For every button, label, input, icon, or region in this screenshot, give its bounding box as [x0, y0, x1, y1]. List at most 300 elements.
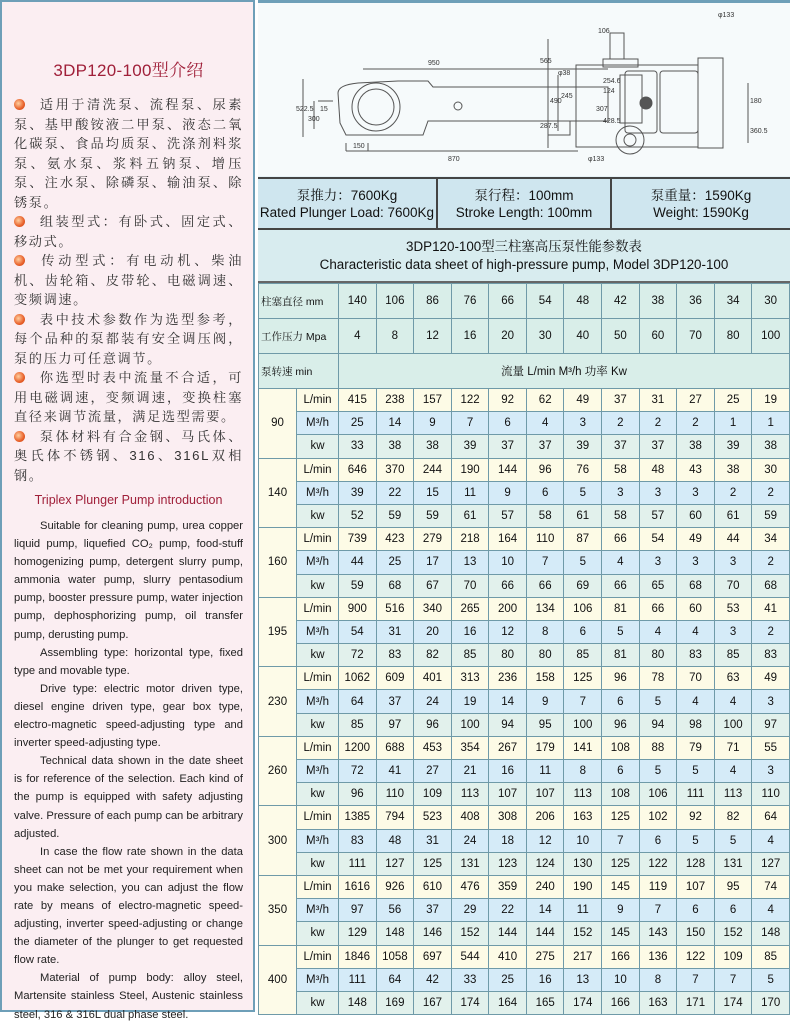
unit-cell: M³/h — [297, 412, 339, 435]
flow-header: 流量 L/min M³/h 功率 Kw — [339, 354, 790, 389]
value-cell: 15 — [414, 481, 452, 504]
value-cell: 24 — [414, 690, 452, 713]
value-cell: 7 — [564, 690, 602, 713]
value-cell: 111 — [339, 852, 377, 875]
value-cell: 11 — [451, 481, 489, 504]
value-cell: 34 — [752, 528, 790, 551]
value-cell: 148 — [752, 922, 790, 945]
value-cell: 52 — [339, 504, 377, 527]
table-row — [259, 736, 790, 759]
value-cell: 58 — [602, 504, 640, 527]
value-cell: 64 — [752, 806, 790, 829]
value-cell: 111 — [677, 783, 715, 806]
diameter-cell: 42 — [602, 284, 640, 319]
value-cell: 279 — [414, 528, 452, 551]
value-cell: 39 — [451, 435, 489, 458]
value-cell: 85 — [564, 644, 602, 667]
table-title-cn: 3DP120-100型三柱塞高压泵性能参数表 — [406, 239, 642, 254]
diameter-cell: 76 — [451, 284, 489, 319]
pressure-cell: 30 — [526, 319, 564, 354]
value-cell: 6 — [602, 690, 640, 713]
intro-item-text: 组装型式：有卧式、固定式、移动式。 — [14, 214, 243, 249]
english-intro-paragraph: In case the flow rate shown in the data sheet can not be met your requirement when you make selection, you can adjust the flow rate by means of electro-magnetic speed-adjusting, inverter speed-adjusting or change the diameter of the plunger to get requested flow rate. — [14, 845, 243, 967]
top-view-drawing — [548, 3, 748, 148]
value-cell: 170 — [752, 991, 790, 1014]
value-cell: 4 — [677, 620, 715, 643]
value-cell: 21 — [451, 760, 489, 783]
value-cell: 66 — [602, 528, 640, 551]
value-cell: 43 — [677, 458, 715, 481]
value-cell: 127 — [376, 852, 414, 875]
value-cell: 152 — [564, 922, 602, 945]
table-row — [259, 922, 790, 945]
value-cell: 96 — [414, 713, 452, 736]
value-cell: 113 — [451, 783, 489, 806]
value-cell: 81 — [602, 597, 640, 620]
stroke-length-spec — [438, 179, 612, 228]
value-cell: 59 — [339, 574, 377, 597]
value-cell: 179 — [526, 736, 564, 759]
value-cell: 74 — [752, 875, 790, 898]
value-cell: 25 — [714, 389, 752, 412]
english-intro-title: Triplex Plunger Pump introduction — [34, 493, 223, 507]
value-cell: 410 — [489, 945, 527, 968]
value-cell: 145 — [602, 875, 640, 898]
english-intro-paragraph: Technical data shown in the date sheet is for reference of the selection. Each kind of the pump is equipped with safety adjusting valve. Pressure of each pump can be arbitrary adjusted. — [14, 755, 243, 840]
value-cell: 171 — [677, 991, 715, 1014]
pressure-row — [259, 319, 790, 354]
value-cell: 42 — [414, 968, 452, 991]
unit-cell: kw — [297, 783, 339, 806]
value-cell: 95 — [526, 713, 564, 736]
value-cell: 60 — [677, 504, 715, 527]
value-cell: 1200 — [339, 736, 377, 759]
unit-cell: M³/h — [297, 620, 339, 643]
rpm-cell: 260 — [259, 736, 297, 806]
value-cell: 134 — [526, 597, 564, 620]
diameter-cell: 106 — [376, 284, 414, 319]
table-row — [259, 551, 790, 574]
pump-dimension-drawing — [258, 0, 790, 176]
value-cell: 38 — [752, 435, 790, 458]
table-row — [259, 783, 790, 806]
table-row — [259, 760, 790, 783]
spec-en: Rated Plunger Load: 7600Kg — [259, 204, 435, 220]
value-cell: 37 — [489, 435, 527, 458]
value-cell: 39 — [714, 435, 752, 458]
value-cell: 163 — [564, 806, 602, 829]
dimension-label: 490 — [550, 98, 562, 105]
value-cell: 6 — [602, 760, 640, 783]
dimension-label: 565 — [540, 58, 552, 65]
dimension-label: 180 — [750, 98, 762, 105]
value-cell: 200 — [489, 597, 527, 620]
value-cell: 2 — [752, 481, 790, 504]
value-cell: 359 — [489, 875, 527, 898]
value-cell: 44 — [714, 528, 752, 551]
value-cell: 19 — [451, 690, 489, 713]
pressure-cell: 70 — [677, 319, 715, 354]
value-cell: 609 — [376, 667, 414, 690]
table-row — [259, 412, 790, 435]
value-cell: 11 — [526, 760, 564, 783]
value-cell: 33 — [339, 435, 377, 458]
dimension-label: 300 — [308, 116, 320, 123]
value-cell: 164 — [489, 991, 527, 1014]
value-cell: 39 — [564, 435, 602, 458]
spec-cn: 泵重量：1590Kg — [650, 187, 752, 203]
pressure-cell: 40 — [564, 319, 602, 354]
value-cell: 10 — [564, 829, 602, 852]
value-cell: 16 — [526, 968, 564, 991]
value-cell: 48 — [639, 458, 677, 481]
rpm-cell: 230 — [259, 667, 297, 737]
dimension-label: 287.5 — [540, 123, 558, 130]
value-cell: 3 — [752, 760, 790, 783]
value-cell: 78 — [639, 667, 677, 690]
bullet-icon — [14, 216, 25, 227]
value-cell: 59 — [752, 504, 790, 527]
value-cell: 64 — [339, 690, 377, 713]
value-cell: 370 — [376, 458, 414, 481]
value-cell: 22 — [489, 899, 527, 922]
value-cell: 174 — [451, 991, 489, 1014]
value-cell: 163 — [639, 991, 677, 1014]
value-cell: 70 — [714, 574, 752, 597]
bullet-icon — [14, 372, 25, 383]
value-cell: 81 — [602, 644, 640, 667]
dimension-label: 870 — [448, 156, 460, 163]
value-cell: 3 — [677, 481, 715, 504]
value-cell: 123 — [489, 852, 527, 875]
value-cell: 131 — [714, 852, 752, 875]
value-cell: 646 — [339, 458, 377, 481]
value-cell: 65 — [639, 574, 677, 597]
intro-item — [14, 95, 243, 212]
value-cell: 107 — [677, 875, 715, 898]
value-cell: 27 — [677, 389, 715, 412]
value-cell: 97 — [376, 713, 414, 736]
performance-data-table — [258, 283, 790, 1015]
value-cell: 24 — [451, 829, 489, 852]
value-cell: 164 — [489, 528, 527, 551]
value-cell: 69 — [564, 574, 602, 597]
value-cell: 7 — [526, 551, 564, 574]
value-cell: 94 — [489, 713, 527, 736]
dimension-label: 254.6 — [603, 78, 621, 85]
value-cell: 66 — [639, 597, 677, 620]
value-cell: 96 — [526, 458, 564, 481]
rpm-cell: 350 — [259, 875, 297, 945]
intro-title: 3DP120-100型介绍 — [53, 61, 204, 80]
value-cell: 697 — [414, 945, 452, 968]
pressure-cell: 20 — [489, 319, 527, 354]
dimension-label: 307 — [596, 106, 608, 113]
value-cell: 92 — [677, 806, 715, 829]
value-cell: 122 — [451, 389, 489, 412]
value-cell: 7 — [639, 899, 677, 922]
dimension-label: 360.5 — [750, 128, 768, 135]
value-cell: 127 — [752, 852, 790, 875]
value-cell: 33 — [451, 968, 489, 991]
value-cell: 739 — [339, 528, 377, 551]
value-cell: 108 — [602, 736, 640, 759]
unit-cell: M³/h — [297, 551, 339, 574]
value-cell: 31 — [376, 620, 414, 643]
value-cell: 14 — [489, 690, 527, 713]
unit-cell: L/min — [297, 806, 339, 829]
intro-item — [14, 212, 243, 251]
rpm-cell: 195 — [259, 597, 297, 667]
value-cell: 63 — [714, 667, 752, 690]
value-cell: 3 — [677, 551, 715, 574]
unit-cell: M³/h — [297, 690, 339, 713]
value-cell: 85 — [339, 713, 377, 736]
value-cell: 88 — [639, 736, 677, 759]
table-title — [258, 230, 790, 283]
value-cell: 688 — [376, 736, 414, 759]
value-cell: 5 — [564, 551, 602, 574]
value-cell: 113 — [714, 783, 752, 806]
value-cell: 236 — [489, 667, 527, 690]
value-cell: 1 — [752, 412, 790, 435]
value-cell: 29 — [451, 899, 489, 922]
value-cell: 166 — [602, 945, 640, 968]
value-cell: 87 — [564, 528, 602, 551]
intro-item-text: 泵体材料有合金钢、马氏体、奥氏体不锈钢、316、316L双相钢。 — [14, 428, 243, 483]
value-cell: 476 — [451, 875, 489, 898]
intro-item — [14, 427, 243, 486]
rpm-cell: 400 — [259, 945, 297, 1015]
value-cell: 7 — [677, 968, 715, 991]
value-cell: 5 — [752, 968, 790, 991]
value-cell: 13 — [564, 968, 602, 991]
value-cell: 3 — [714, 620, 752, 643]
rpm-cell: 160 — [259, 528, 297, 598]
english-intro-paragraph: Suitable for cleaning pump, urea copper liquid pump, liquefied CO₂ pump, food-stuff homogenizing pump, detergent slurry pump, ammonia water pump, slurry pentasodium pump, booster pressure pump, water injection pump, dephosphorizing pump, oil transfer pump, derusting pump. — [14, 520, 243, 641]
value-cell: 83 — [677, 644, 715, 667]
value-cell: 2 — [714, 481, 752, 504]
value-cell: 8 — [564, 760, 602, 783]
value-cell: 401 — [414, 667, 452, 690]
diameter-cell: 48 — [564, 284, 602, 319]
value-cell: 41 — [376, 760, 414, 783]
dimension-label: 124 — [603, 88, 615, 95]
table-row — [259, 806, 790, 829]
value-cell: 25 — [489, 968, 527, 991]
dimension-label: φ133 — [588, 156, 605, 163]
chinese-intro-list — [14, 95, 243, 485]
value-cell: 145 — [602, 922, 640, 945]
bullet-icon — [14, 431, 25, 442]
diameter-cell: 54 — [526, 284, 564, 319]
value-cell: 61 — [451, 504, 489, 527]
value-cell: 37 — [639, 435, 677, 458]
value-cell: 141 — [564, 736, 602, 759]
value-cell: 82 — [414, 644, 452, 667]
value-cell: 5 — [564, 481, 602, 504]
value-cell: 125 — [564, 667, 602, 690]
pressure-cell: 8 — [376, 319, 414, 354]
unit-cell: kw — [297, 713, 339, 736]
value-cell: 128 — [677, 852, 715, 875]
value-cell: 143 — [639, 922, 677, 945]
value-cell: 340 — [414, 597, 452, 620]
value-cell: 1062 — [339, 667, 377, 690]
value-cell: 4 — [639, 620, 677, 643]
value-cell: 94 — [639, 713, 677, 736]
rpm-cell: 300 — [259, 806, 297, 876]
value-cell: 174 — [564, 991, 602, 1014]
value-cell: 523 — [414, 806, 452, 829]
value-cell: 68 — [376, 574, 414, 597]
diameter-cell: 36 — [677, 284, 715, 319]
table-row — [259, 574, 790, 597]
value-cell: 41 — [752, 597, 790, 620]
value-cell: 80 — [639, 644, 677, 667]
value-cell: 76 — [564, 458, 602, 481]
value-cell: 2 — [639, 412, 677, 435]
value-cell: 54 — [339, 620, 377, 643]
table-row — [259, 991, 790, 1014]
value-cell: 49 — [752, 667, 790, 690]
value-cell: 109 — [714, 945, 752, 968]
value-cell: 71 — [714, 736, 752, 759]
plunger-load-spec — [258, 179, 438, 228]
value-cell: 3 — [602, 481, 640, 504]
value-cell: 18 — [489, 829, 527, 852]
bullet-icon — [14, 255, 25, 266]
table-row — [259, 528, 790, 551]
value-cell: 124 — [526, 852, 564, 875]
value-cell: 146 — [414, 922, 452, 945]
unit-cell: kw — [297, 852, 339, 875]
unit-cell: M³/h — [297, 899, 339, 922]
value-cell: 59 — [414, 504, 452, 527]
intro-item — [14, 310, 243, 369]
value-cell: 66 — [489, 574, 527, 597]
value-cell: 166 — [602, 991, 640, 1014]
value-cell: 10 — [602, 968, 640, 991]
value-cell: 900 — [339, 597, 377, 620]
value-cell: 108 — [602, 783, 640, 806]
value-cell: 3 — [564, 412, 602, 435]
value-cell: 85 — [714, 644, 752, 667]
value-cell: 152 — [714, 922, 752, 945]
value-cell: 4 — [526, 412, 564, 435]
value-cell: 22 — [376, 481, 414, 504]
units-header-row — [259, 354, 790, 389]
value-cell: 265 — [451, 597, 489, 620]
unit-cell: kw — [297, 991, 339, 1014]
value-cell: 5 — [639, 760, 677, 783]
value-cell: 9 — [414, 412, 452, 435]
value-cell: 926 — [376, 875, 414, 898]
value-cell: 6 — [564, 620, 602, 643]
value-cell: 516 — [376, 597, 414, 620]
value-cell: 13 — [451, 551, 489, 574]
value-cell: 106 — [564, 597, 602, 620]
value-cell: 275 — [526, 945, 564, 968]
unit-cell: L/min — [297, 597, 339, 620]
value-cell: 8 — [526, 620, 564, 643]
spec-summary-row — [258, 177, 790, 230]
value-cell: 2 — [752, 620, 790, 643]
value-cell: 5 — [677, 829, 715, 852]
value-cell: 7 — [602, 829, 640, 852]
value-cell: 100 — [451, 713, 489, 736]
value-cell: 3 — [714, 551, 752, 574]
rpm-cell: 90 — [259, 389, 297, 459]
value-cell: 97 — [752, 713, 790, 736]
value-cell: 9 — [602, 899, 640, 922]
value-cell: 794 — [376, 806, 414, 829]
value-cell: 4 — [714, 690, 752, 713]
value-cell: 158 — [526, 667, 564, 690]
value-cell: 8 — [639, 968, 677, 991]
value-cell: 100 — [714, 713, 752, 736]
value-cell: 107 — [489, 783, 527, 806]
value-cell: 415 — [339, 389, 377, 412]
value-cell: 62 — [526, 389, 564, 412]
intro-item — [14, 251, 243, 310]
english-intro-paragraph: Material of pump body: alloy steel, Martensite stainless Steel, Austenic stainless steel, 316 & 316L dual phase steel. — [14, 972, 243, 1021]
value-cell: 313 — [451, 667, 489, 690]
value-cell: 106 — [639, 783, 677, 806]
dimension-label: 522.5 — [296, 106, 314, 113]
value-cell: 39 — [339, 481, 377, 504]
value-cell: 85 — [451, 644, 489, 667]
value-cell: 37 — [602, 389, 640, 412]
value-cell: 57 — [639, 504, 677, 527]
value-cell: 60 — [677, 597, 715, 620]
value-cell: 64 — [376, 968, 414, 991]
value-cell: 144 — [489, 458, 527, 481]
value-cell: 6 — [677, 899, 715, 922]
value-cell: 218 — [451, 528, 489, 551]
value-cell: 169 — [376, 991, 414, 1014]
value-cell: 125 — [602, 852, 640, 875]
value-cell: 56 — [376, 899, 414, 922]
value-cell: 3 — [639, 481, 677, 504]
value-cell: 4 — [752, 829, 790, 852]
value-cell: 11 — [564, 899, 602, 922]
value-cell: 72 — [339, 644, 377, 667]
value-cell: 7 — [451, 412, 489, 435]
table-row — [259, 690, 790, 713]
value-cell: 453 — [414, 736, 452, 759]
pressure-cell: 100 — [752, 319, 790, 354]
value-cell: 96 — [339, 783, 377, 806]
diameter-label: 柱塞直径 mm — [259, 284, 339, 319]
table-row — [259, 713, 790, 736]
value-cell: 152 — [451, 922, 489, 945]
value-cell: 544 — [451, 945, 489, 968]
value-cell: 4 — [714, 760, 752, 783]
unit-cell: L/min — [297, 875, 339, 898]
value-cell: 5 — [639, 690, 677, 713]
value-cell: 19 — [752, 389, 790, 412]
value-cell: 267 — [489, 736, 527, 759]
value-cell: 38 — [376, 435, 414, 458]
value-cell: 110 — [376, 783, 414, 806]
value-cell: 12 — [489, 620, 527, 643]
intro-item-text: 适用于清洗泵、流程泵、尿素泵、基甲酸铵液二甲泵、液态二氧化碳泵、食品均质泵、洗涤剂料浆泵、氨水泵、浆料五钠泵、增压泵、注水泵、除磷泵、输油泵、除锈泵。 — [14, 97, 243, 210]
table-row — [259, 829, 790, 852]
value-cell: 38 — [714, 458, 752, 481]
value-cell: 2 — [602, 412, 640, 435]
unit-cell: L/min — [297, 458, 339, 481]
